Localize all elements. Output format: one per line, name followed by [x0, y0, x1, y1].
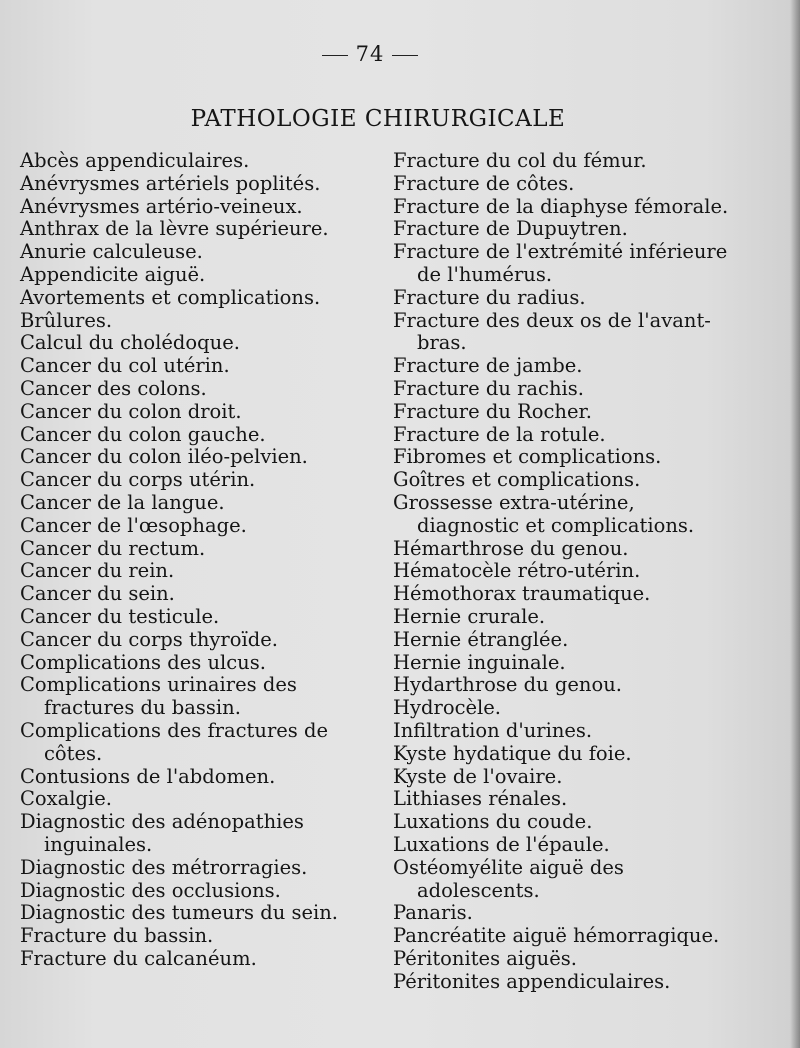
list-item: Panaris.: [393, 901, 473, 925]
list-item: Pancréatite aiguë hémorragique.: [393, 924, 720, 948]
list-item: Lithiases rénales.: [393, 787, 568, 811]
page-edge-shadow: [790, 0, 800, 1048]
list-item: Kyste de l'ovaire.: [393, 764, 563, 788]
list-item: Hématocèle rétro-utérin.: [393, 559, 641, 583]
list-item: Cancer du colon droit.: [20, 399, 242, 423]
list-item: Anurie calculeuse.: [20, 240, 203, 264]
list-item: Complications des ulcus.: [20, 650, 266, 674]
list-item: Hernie crurale.: [393, 604, 546, 628]
list-item: Fracture du col du fémur.: [393, 149, 647, 172]
list-item: Fracture de côtes.: [393, 171, 575, 195]
list-item: Hémarthrose du genou.: [393, 536, 629, 560]
list-item: Appendicite aiguë.: [20, 262, 206, 286]
list-item: Fracture du calcanéum.: [20, 946, 257, 970]
left-column-list: [20, 150, 370, 971]
list-item: Fracture de la rotule.: [393, 422, 606, 446]
list-item: Cancer du rein.: [20, 559, 175, 583]
list-item: Cancer du col utérin.: [20, 354, 230, 378]
list-item: Ostéomyélite aiguë des adolescents.: [393, 855, 624, 902]
list-item: Coxalgie.: [20, 787, 112, 811]
list-item: Cancer du rectum.: [20, 536, 206, 560]
list-item: Diagnostic des métrorragies.: [20, 855, 308, 879]
list-item: Grossesse extra-utérine, diagnostic et complications.: [393, 490, 695, 537]
list-item: Luxations de l'épaule.: [393, 832, 610, 856]
list-item: Cancer du testicule.: [20, 604, 220, 628]
list-item: Goîtres et complications.: [393, 468, 641, 492]
list-item: Hémothorax traumatique.: [393, 582, 651, 606]
list-item: Cancer du corps utérin.: [20, 468, 256, 492]
list-item: Péritonites appendiculaires.: [393, 969, 671, 993]
list-item: Diagnostic des adénopathies inguinales.: [20, 810, 304, 856]
list-item: Cancer du corps thyroïde.: [20, 627, 278, 651]
list-item: Infiltration d'urines.: [393, 718, 593, 742]
list-item: Hydrocèle.: [393, 696, 502, 720]
list-item: Fracture du Rocher.: [393, 399, 592, 423]
list-item: Avortements et complications.: [20, 285, 321, 309]
list-item: Diagnostic des occlusions.: [20, 878, 281, 902]
list-item: Cancer du colon iléo-pelvien.: [20, 445, 308, 469]
list-item: Fracture du bassin.: [20, 924, 214, 948]
list-item: Cancer de la langue.: [20, 490, 225, 514]
page-number: 74: [0, 42, 740, 66]
list-item: Kyste hydatique du foie.: [393, 741, 632, 765]
list-item: Fracture de jambe.: [393, 354, 583, 378]
list-item: Fracture du radius.: [393, 285, 586, 309]
section-heading: PATHOLOGIE CHIRURGICALE: [190, 106, 566, 132]
list-item: Cancer du colon gauche.: [20, 422, 266, 446]
list-item: Anévrysmes artériels poplités.: [20, 171, 321, 195]
list-item: Contusions de l'abdomen.: [20, 764, 276, 788]
list-item: Cancer des colons.: [20, 376, 207, 400]
list-item: Cancer du sein.: [20, 582, 175, 606]
list-item: Fracture du rachis.: [393, 376, 584, 400]
right-column-list: [393, 150, 738, 993]
list-item: Hydarthrose du genou.: [393, 673, 622, 697]
list-item: Hernie inguinale.: [393, 650, 566, 674]
list-item: Brûlures.: [20, 308, 113, 332]
list-item: Anthrax de la lèvre supérieure.: [20, 217, 329, 241]
list-item: Péritonites aiguës.: [393, 946, 577, 970]
list-item: Fracture de l'extrémité inférieure de l'humérus.: [393, 240, 728, 286]
list-item: Fracture de la diaphyse fémorale.: [393, 194, 729, 218]
list-item: Complications urinaires des fractures du bassin.: [20, 673, 297, 720]
list-item: Complications des fractures de côtes.: [20, 718, 329, 765]
list-item: Calcul du cholédoque.: [20, 331, 240, 355]
list-item: Luxations du coude.: [393, 810, 593, 834]
list-item: Cancer de l'œsophage.: [20, 513, 247, 537]
list-item: Fracture de Dupuytren.: [393, 217, 628, 241]
list-item: Fracture des deux os de l'avant-bras.: [393, 308, 711, 355]
list-item: Anévrysmes artério-veineux.: [20, 194, 303, 218]
list-item: Hernie étranglée.: [393, 627, 569, 651]
list-item: Fibromes et complications.: [393, 445, 662, 469]
list-item: Diagnostic des tumeurs du sein.: [20, 901, 338, 925]
list-item: Abcès appendiculaires.: [20, 149, 250, 172]
